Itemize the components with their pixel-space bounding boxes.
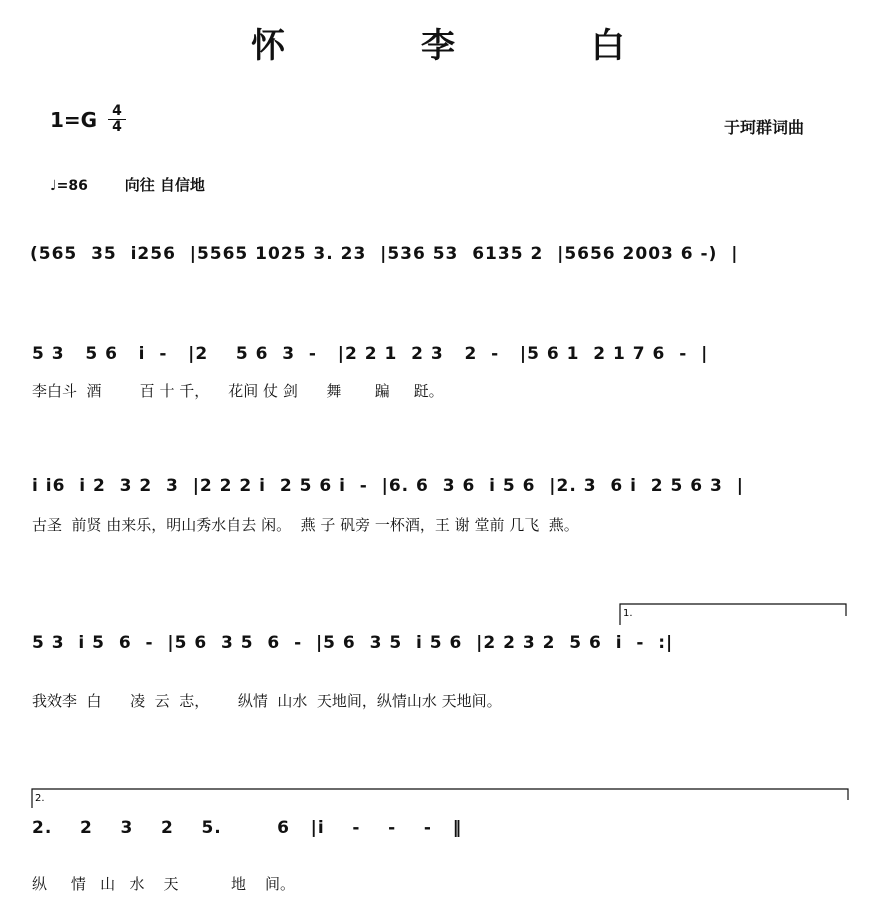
score-line-5-lyrics: 纵 情 山 水 天 地 间。 — [32, 875, 296, 893]
key-signature: 1=G — [50, 108, 98, 132]
volta-2-bracket — [32, 789, 848, 808]
meter-bottom: 4 — [112, 119, 122, 135]
score-line-4-lyrics: 我效李 白 凌 云 志， 纵情 山水 天地间，纵情山水 天地间。 — [32, 692, 502, 710]
score-line-4-notes: 5 3 i 5 6 - |5 6 3 5 6 - |5 6 3 5 i 5 6 |2 2 3 2 5 6 i - :| — [32, 633, 674, 653]
song-title: 怀 李 白 — [251, 26, 687, 66]
composer-credit: 于珂群词曲 — [724, 118, 805, 137]
volta-1-bracket — [620, 604, 846, 625]
meter-top: 4 — [108, 104, 126, 120]
score-line-2-lyrics: 李白斗 酒 百 十 千， 花间 仗 剑 舞 蹁 跹。 — [32, 382, 444, 400]
tempo-mark: ♩=86 — [50, 178, 88, 194]
tempo-mood: 向往 自信地 — [124, 176, 205, 194]
score-line-3-lyrics: 古圣 前贤 由来乐，明山秀水自去 闲。 燕 子 矾旁 一杯酒，王 谢 堂前 几飞 燕。 — [32, 516, 579, 534]
score-line-3-notes: i i6 i 2 3 2 3 |2 2 2 i 2 5 6 i - |6. 6 3 6 i 5 6 |2. 3 6 i 2 5 6 3 | — [32, 476, 744, 496]
score-line-5-notes: 2. 2 3 2 5. 6 |i - - - ‖ — [32, 818, 463, 838]
score-line-2-notes: 5 3 5 6 i - |2 5 6 3 - |2 2 1 2 3 2 - |5 6 1 2 1 7 6 - | — [32, 344, 709, 364]
score-line-1-notes: (565 35 i256 |5565 1025 3. 23 |536 53 6135 2 |5656 2003 6 -) | — [30, 244, 739, 264]
volta-2-label: 2. — [35, 793, 45, 804]
volta-1-label: 1. — [623, 608, 633, 619]
